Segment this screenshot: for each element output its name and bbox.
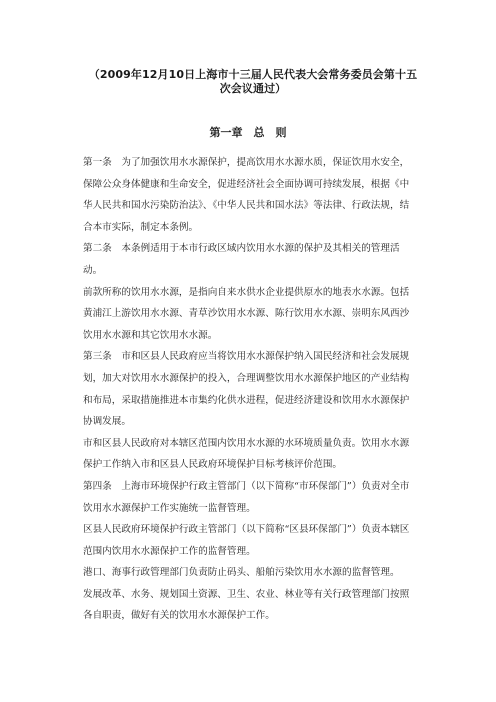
- article-4-departments-paragraph: 发展改革、水务、规划国土资源、卫生、农业、林业等有关行政管理部门按照各自职责，做好有关的饮用水水源保护工作。: [83, 588, 410, 622]
- article-1-paragraph: 第一条 为了加强饮用水水源保护，提高饮用水水源水质，保证饮用水安全，保障公众身体健康和生命安全，促进经济社会全面协调可持续发展，根据《中华人民共和国水污染防治法》、《中华人民共和国水法》等法律、行政法规，结合本市实际，制定本条例。: [83, 157, 410, 233]
- document-body: [83, 152, 417, 627]
- article-4-district-paragraph: 区县人民政府环境保护行政主管部门（以下简称“区县环保部门”）负责本辖区范围内饮用水水源保护工作的监督管理。: [83, 524, 410, 557]
- article-4-paragraph: 第四条 上海市环境保护行政主管部门（以下简称“市环保部门”）负责对全市饮用水水源保护工作实施统一监督管理。: [83, 480, 410, 514]
- article-2-paragraph: 第二条 本条例适用于本市行政区域内饮用水水源的保护及其相关的管理活动。: [83, 243, 400, 276]
- article-3-clause-paragraph: 市和区县人民政府对本辖区范围内饮用水水源的水环境质量负责。饮用水水源保护工作纳入市和区县人民政府环境保护目标考核评价范围。: [83, 437, 410, 471]
- article-3-paragraph: 第三条 市和区县人民政府应当将饮用水水源保护纳入国民经济和社会发展规划，加大对饮用水水源保护的投入，合理调整饮用水水源保护地区的产业结构和布局，采取措施推进本市集约化供水进程，促进经济建设和饮用水水源保护协调发展。: [83, 351, 410, 428]
- article-4-port-paragraph: 港口、海事行政管理部门负责防止码头、船舶污染饮用水水源的监督管理。: [83, 567, 400, 579]
- chapter-title: 第一章 总 则: [209, 126, 287, 139]
- adoption-note: （2009年12月10日上海市十三届人民代表大会常务委员会第十五次会议通过）: [88, 68, 418, 95]
- article-2-clause-paragraph: 前款所称的饮用水水源，是指向自来水供水企业提供原水的地表水水源。包括黄浦江上游饮用水水源、青草沙饮用水水源、陈行饮用水水源、崇明东风西沙饮用水水源和其它饮用水水源。: [83, 286, 410, 341]
